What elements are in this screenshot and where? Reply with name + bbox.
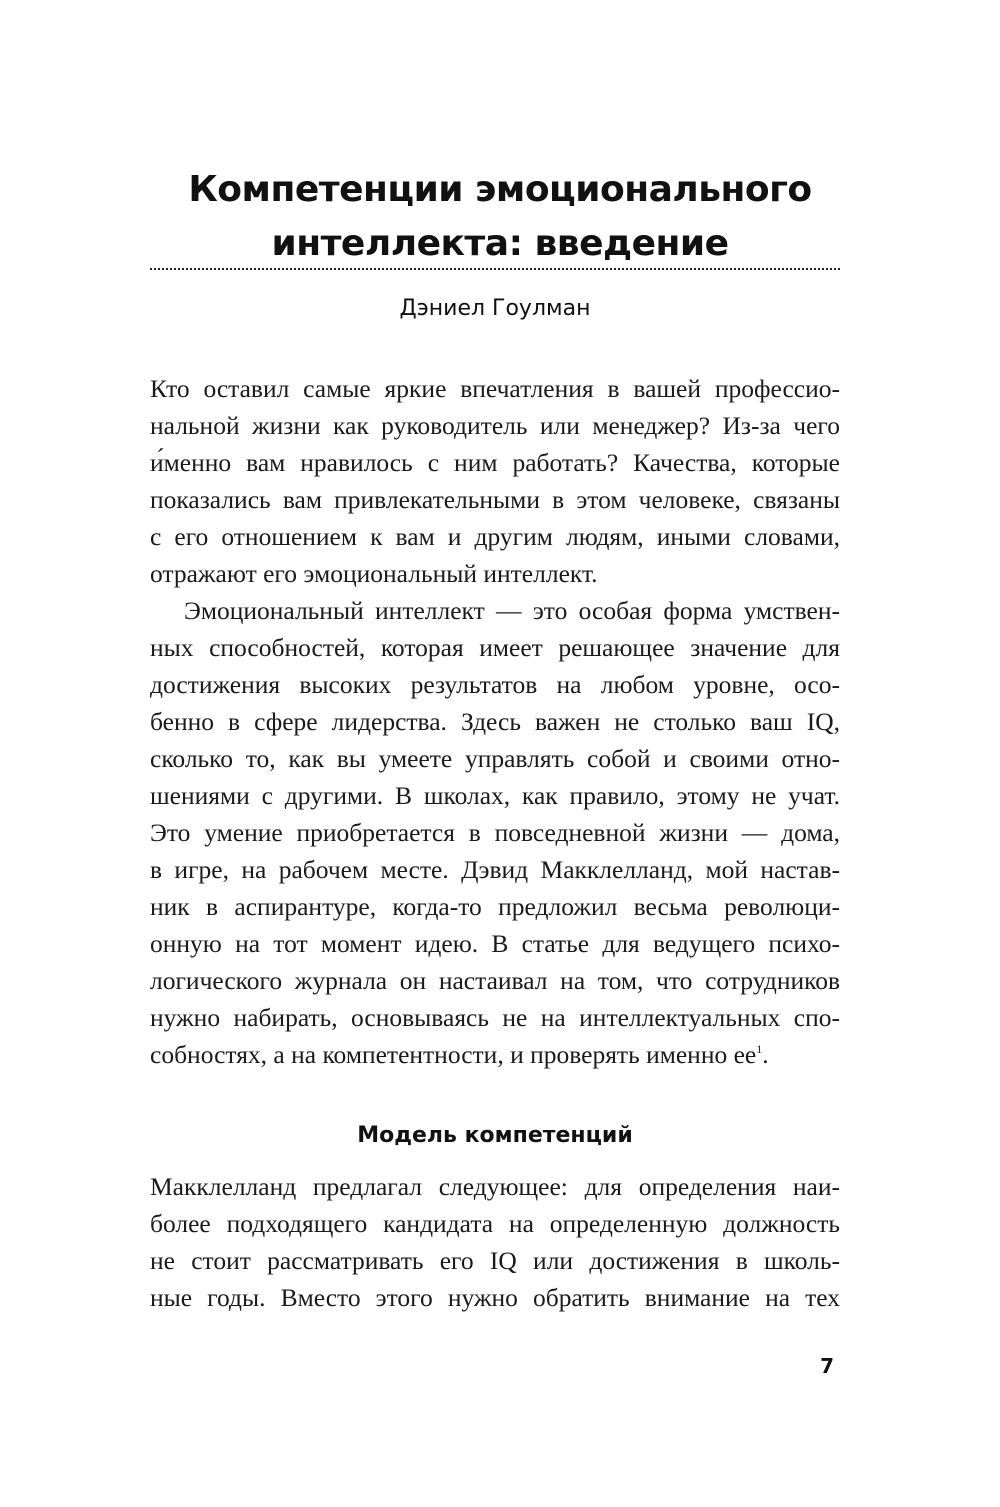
text-line: показались вам привлекательными в этом человеке, связаны [150, 485, 840, 514]
text-line: логического журнала он настаивал на том, что сотрудников [150, 966, 840, 995]
text-line: Эмоциональный интеллект — это особая форма умствен- [184, 596, 840, 625]
chapter-title-line: интеллекта: введение [271, 223, 729, 264]
text-line: более подходящего кандидата на определенную должность [150, 1209, 840, 1238]
text-line: шениями с другими. В школах, как правило, этому не учат. [150, 781, 840, 810]
text-line: сколько то, как вы умеете управлять собой и своими отно- [150, 744, 840, 773]
text-line-content: собностях, а на компетентности, и проверять именно ее [150, 1040, 757, 1069]
text-line: ные годы. Вместо этого нужно обратить внимание на тех [150, 1283, 840, 1312]
paragraph-1 [150, 370, 840, 592]
text-line: ник в аспирантуре, когда-то предложил весьма революци- [150, 892, 840, 921]
text-line [150, 1036, 840, 1073]
text-line: нужно набирать, основываясь не на интеллектуальных спо- [150, 1003, 840, 1032]
text-line: в игре, на рабочем месте. Дэвид Макклелланд, мой настав- [150, 855, 840, 884]
text-line: и́менно вам нравилось с ним работать? Качества, которые [150, 448, 840, 477]
author-name: Дэниел Гоулман [399, 296, 591, 321]
paragraph-2 [150, 592, 840, 1073]
sentence-end: . [762, 1040, 769, 1069]
paragraph-3 [150, 1168, 840, 1316]
footnote-marker[interactable]: 1 [756, 1042, 763, 1056]
text-line: Макклелланд предлагал следующее: для определения наи- [150, 1172, 840, 1201]
text-line: ных способностей, которая имеет решающее значение для [150, 633, 840, 662]
text-line: бенно в сфере лидерства. Здесь важен не столько ваш IQ, [150, 707, 840, 736]
text-line: с его отношением к вам и другим людям, иными словами, [150, 522, 840, 551]
page-number: 7 [820, 1354, 834, 1378]
text-line: онную на тот момент идею. В статье для ведущего психо- [150, 929, 840, 958]
text-line: Кто оставил самые яркие впечатления в вашей профессио- [150, 374, 840, 403]
text-line: нальной жизни как руководитель или менеджер? Из-за чего [150, 411, 840, 440]
dotted-divider [150, 268, 840, 270]
section-heading: Модель компетенций [357, 1123, 633, 1149]
chapter-title-line: Компетенции эмоционального [188, 169, 812, 210]
text-line: Это умение приобретается в повседневной жизни — дома, [150, 818, 840, 847]
text-line: не стоит рассматривать его IQ или достижения в школь- [150, 1246, 840, 1275]
chapter-title [150, 163, 850, 271]
text-line: отражают его эмоциональный интеллект. [150, 559, 598, 588]
text-line: достижения высоких результатов на любом уровне, осо- [150, 670, 840, 699]
